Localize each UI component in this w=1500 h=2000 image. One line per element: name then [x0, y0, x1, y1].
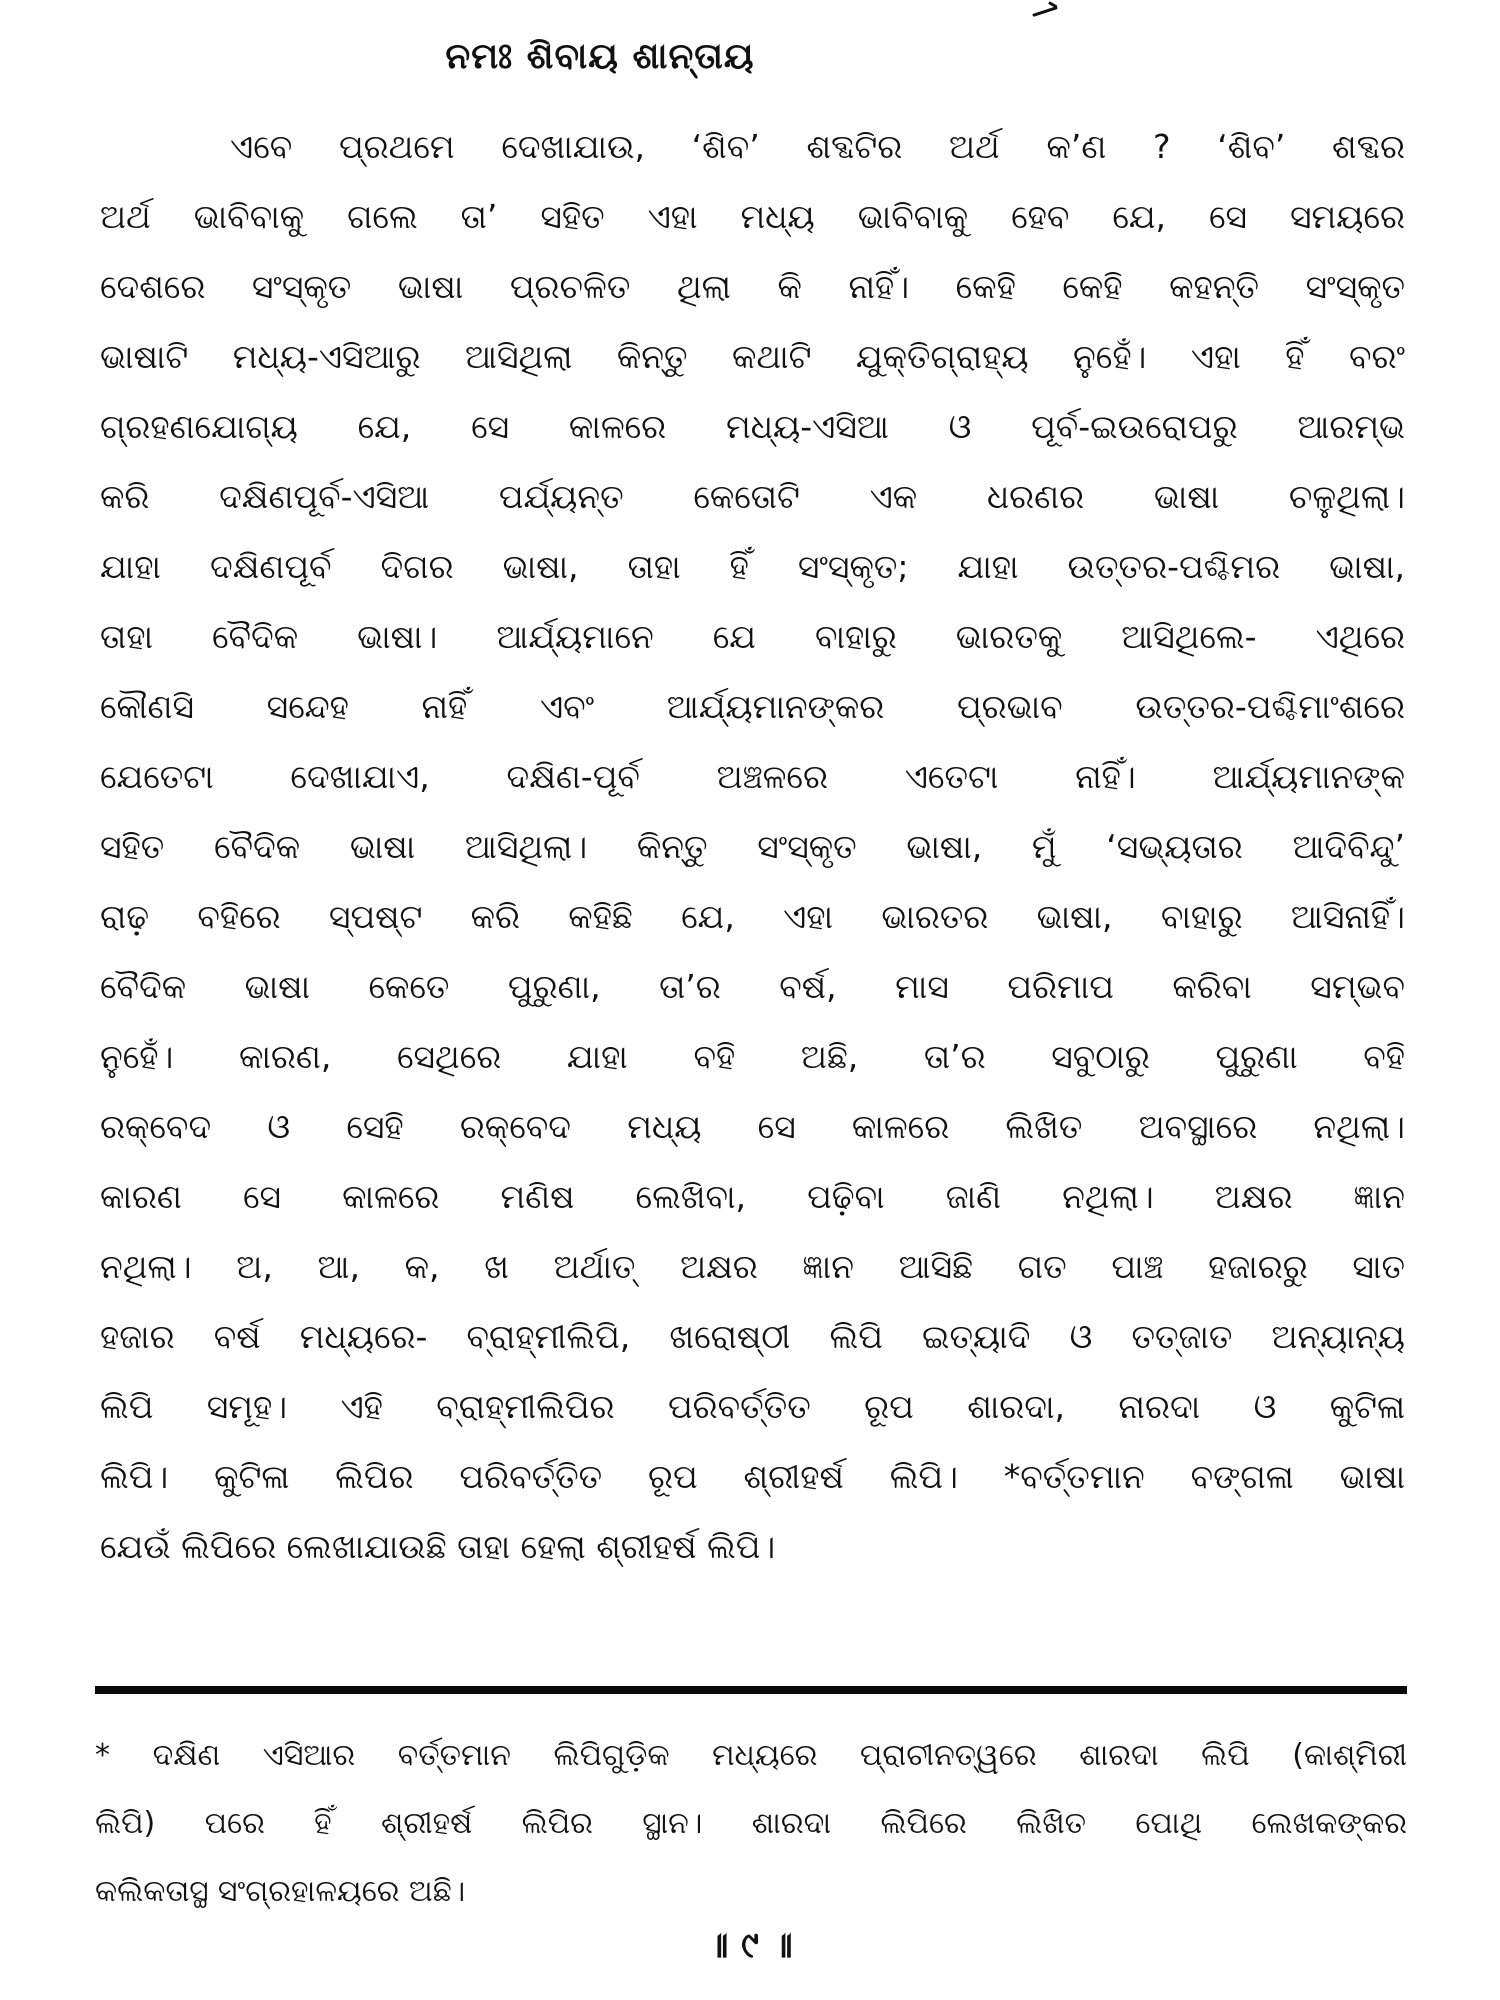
- pen-mark: [1032, 6, 1058, 17]
- footnote-line: * ଦକ୍ଷିଣ ଏସିଆର ବର୍ତ୍ତମାନ ଲିପିଗୁଡ଼ିକ ମଧ୍ୟରେ ପ୍ରାଚୀନତ୍ୱରେ ଶାରଦା ଲିପି (କାଶ୍ମିରୀ: [95, 1738, 1407, 1773]
- body-text-line: ଭାଷାଟି ମଧ୍ୟ-ଏସିଆରୁ ଆସିଥିଲା କିନ୍ତୁ କଥାଟି ଯୁକ୍ତିଗ୍ରାହ୍ୟ ନୁହେଁ। ଏହା ହିଁ ବରଂ: [100, 337, 1405, 376]
- body-text-line: କୌଣସି ସନ୍ଦେହ ନାହିଁ ଏବଂ ଆର୍ଯ୍ୟମାନଙ୍କର ପ୍ରଭାବ ଉତ୍ତର-ପଶ୍ଚିମାଂଶରେ: [100, 687, 1405, 726]
- body-text-line: ସହିତ ବୈଦିକ ଭାଷା ଆସିଥିଲା। କିନ୍ତୁ ସଂସ୍କୃତ ଭାଷା, ମୁଁ ‘ସଭ୍ୟତାର ଆଦିବିନ୍ଦୁ’: [100, 827, 1405, 866]
- footnote-line: କଲିକତାସ୍ଥ ସଂଗ୍ରହାଳୟରେ ଅଛି।: [95, 1874, 466, 1909]
- body-text-line: ହଜାର ବର୍ଷ ମଧ୍ୟରେ- ବ୍ରାହ୍ମୀଲିପି, ଖରୋଷ୍ଠୀ ଲିପି ଇତ୍ୟାଦି ଓ ତତ୍‌ଜାତ ଅନ୍ୟାନ୍ୟ: [100, 1317, 1405, 1356]
- body-paragraph: [100, 112, 1405, 1582]
- body-text-line: ଏବେ ପ୍ରଥମେ ଦେଖାଯାଉ, ‘ଶିବ’ ଶବ୍ଦଟିର ଅର୍ଥ କ’ଣ ? ‘ଶିବ’ ଶବ୍ଦର: [230, 127, 1405, 166]
- body-text-line: ଅର୍ଥ ଭାବିବାକୁ ଗଲେ ତା’ ସହିତ ଏହା ମଧ୍ୟ ଭାବିବାକୁ ହେବ ଯେ, ସେ ସମୟରେ: [100, 197, 1405, 236]
- footnote-divider-rule: [95, 1686, 1407, 1694]
- body-text-line: ନୁହେଁ। କାରଣ, ସେଥିରେ ଯାହା ବହି ଅଛି, ତା’ର ସବୁଠାରୁ ପୁରୁଣା ବହି: [100, 1037, 1405, 1076]
- body-text-line: ଯେଉଁ ଲିପିରେ ଲେଖାଯାଉଛି ତାହା ହେଲା ଶ୍ରୀହର୍ଷ ଲିପି।: [100, 1527, 776, 1566]
- body-text-line: ଯେତେଟା ଦେଖାଯାଏ, ଦକ୍ଷିଣ-ପୂର୍ବ ଅଞ୍ଚଳରେ ଏତେଟା ନାହିଁ। ଆର୍ଯ୍ୟମାନଙ୍କ: [100, 757, 1405, 796]
- footnote-block: [95, 1722, 1407, 1926]
- page-header-invocation: ନମଃ ଶିବାୟ ଶାନ୍ତାୟ: [445, 36, 755, 77]
- body-text-line: ତାହା ବୈଦିକ ଭାଷା। ଆର୍ଯ୍ୟମାନେ ଯେ ବାହାରୁ ଭାରତକୁ ଆସିଥିଲେ- ଏଥିରେ: [100, 617, 1405, 656]
- body-text-line: ଦେଶରେ ସଂସ୍କୃତ ଭାଷା ପ୍ରଚଳିତ ଥିଲା କି ନାହିଁ। କେହି କେହି କହନ୍ତି ସଂସ୍କୃତ: [100, 267, 1405, 306]
- footnote-line: ଲିପି) ପରେ ହିଁ ଶ୍ରୀହର୍ଷ ଲିପିର ସ୍ଥାନ। ଶାରଦା ଲିପିରେ ଲିଖିତ ପୋଥି ଲେଖକଙ୍କର: [95, 1806, 1407, 1841]
- body-text-line: ଯାହା ଦକ୍ଷିଣପୂର୍ବ ଦିଗର ଭାଷା, ତାହା ହିଁ ସଂସ୍କୃତ; ଯାହା ଉତ୍ତର-ପଶ୍ଚିମର ଭାଷା,: [100, 547, 1405, 586]
- body-text-line: ରାଢ଼ ବହିରେ ସ୍ପଷ୍ଟ କରି କହିଛି ଯେ, ଏହା ଭାରତର ଭାଷା, ବାହାରୁ ଆସିନାହିଁ।: [100, 897, 1405, 936]
- body-text-line: ବୈଦିକ ଭାଷା କେତେ ପୁରୁଣା, ତା’ର ବର୍ଷ, ମାସ ପରିମାପ କରିବା ସମ୍ଭବ: [100, 967, 1405, 1006]
- body-text-line: କାରଣ ସେ କାଳରେ ମଣିଷ ଲେଖିବା, ପଢ଼ିବା ଜାଣି ନଥିଲା। ଅକ୍ଷର ଜ୍ଞାନ: [100, 1177, 1405, 1216]
- body-text-line: ଲିପି ସମୂହ। ଏହି ବ୍ରାହ୍ମୀଲିପିର ପରିବର୍ତ୍ତିତ ରୂପ ଶାରଦା, ନାରଦା ଓ କୁଟିଳା: [100, 1387, 1405, 1426]
- body-text-line: କରି ଦକ୍ଷିଣପୂର୍ବ-ଏସିଆ ପର୍ଯ୍ୟନ୍ତ କେତୋଟି ଏକ ଧରଣର ଭାଷା ଚଳୁଥିଲା।: [100, 477, 1405, 516]
- body-text-line: ଗ୍ରହଣଯୋଗ୍ୟ ଯେ, ସେ କାଳରେ ମଧ୍ୟ-ଏସିଆ ଓ ପୂର୍ବ-ଇଉରୋପରୁ ଆରମ୍ଭ: [100, 407, 1405, 446]
- body-text-line: ଲିପି। କୁଟିଳା ଲିପିର ପରିବର୍ତ୍ତିତ ରୂପ ଶ୍ରୀହର୍ଷ ଲିପି। *ବର୍ତ୍ତମାନ ବଙ୍ଗଳା ଭାଷା: [100, 1457, 1405, 1496]
- body-text-line: ରକ୍‌ବେଦ ଓ ସେହି ରକ୍‌ବେଦ ମଧ୍ୟ ସେ କାଳରେ ଲିଖିତ ଅବସ୍ଥାରେ ନଥିଲା।: [100, 1107, 1405, 1146]
- body-text-line: ନଥିଲା। ଅ, ଆ, କ, ଖ ଅର୍ଥାତ୍ ଅକ୍ଷର ଜ୍ଞାନ ଆସିଛି ଗତ ପାଞ୍ଚ ହଜାରରୁ ସାତ: [100, 1247, 1405, 1286]
- page-number: ॥ ୯ ॥: [707, 1925, 793, 1966]
